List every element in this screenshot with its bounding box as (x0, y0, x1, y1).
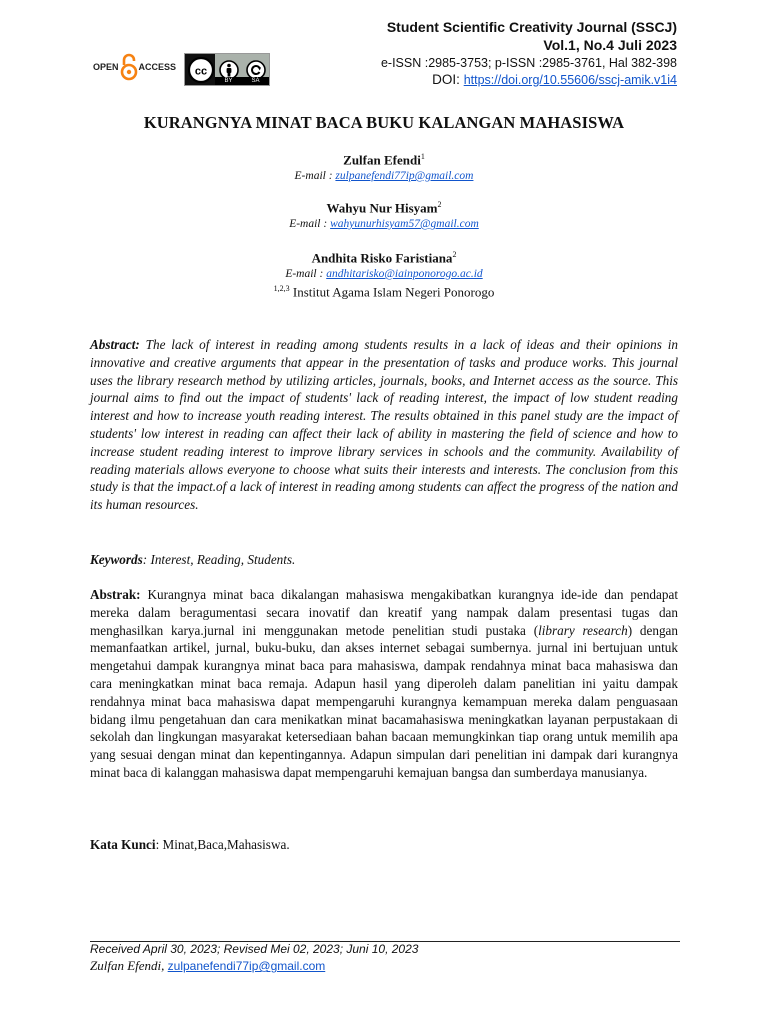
affiliation-text: Institut Agama Islam Negeri Ponorogo (289, 284, 495, 300)
kata-kunci (90, 836, 678, 854)
creative-commons-badge (184, 53, 270, 86)
author-email (0, 268, 768, 280)
author-sup: 2 (437, 200, 442, 209)
author-name (0, 250, 768, 266)
abstrak-italic: library research (538, 622, 628, 638)
kata-kunci-label: Kata Kunci (90, 837, 156, 852)
author-email-link[interactable]: andhitarisko@iainponorogo.ac.id (326, 268, 483, 280)
author-sup: 1 (420, 152, 425, 161)
svg-text:cc: cc (194, 65, 208, 77)
footer-email-link[interactable]: zulpanefendi77ip@gmail.com (167, 959, 326, 973)
doi-label: DOI: (432, 72, 460, 87)
author-name-text: Zulfan Efendi (343, 152, 421, 168)
footer-author (90, 958, 325, 974)
open-access-right-text: ACCESS (138, 62, 177, 72)
abstrak-text-part1: Kurangnya minat baca dikalangan mahasiswa mengakibatkan kurangnya ide-ide dan pendapat mereka dalam beragumentasi secara inovatif dan kreatif yang nampak dalam presentasi tugas dan menghasilkan karya.jurnal ini menggunakan metode penelitian studi pustaka ( (90, 587, 678, 638)
footer-author-name: Zulfan Efendi, (90, 958, 168, 973)
journal-doi (432, 71, 677, 89)
author-email (0, 170, 768, 182)
cc-by-label: BY (224, 78, 233, 84)
author-email-link[interactable]: zulpanefendi77ip@gmail.com (335, 170, 474, 182)
affiliation-sup: 1,2,3 (273, 284, 290, 293)
received-dates: Received April 30, 2023; Revised Mei 02, 2023; Juni 10, 2023 (90, 942, 419, 956)
author-name (0, 152, 768, 168)
abstract-indonesian (90, 586, 678, 782)
abstract-text: The lack of interest in reading among students results in a lack of ideas and their opinions in innovative and creative arguments that appear in the presentation of tasks and produce works. This journal uses the library research method by utilizing articles, journals, books, and Internet access as the source. This journal aims to find out the impact of students' lack of reading interest, the impact of low student reading interest and how to increase youth reading interest. The results obtained in this panel study are the impact of students' low interest in reading can affect their lack of ability in mastering the field of science and how to increase student reading interest to improve library services in schools and the community. Availability of reading materials allows everyone to choose what suits their interests and interests. The conclusion from this study is that the impact.of a lack of interest in reading among students can affect the progress of the nation and its human resources. (90, 337, 678, 513)
abstract-english (90, 336, 678, 514)
email-prefix: E-mail : (285, 268, 324, 280)
author-sup: 2 (452, 250, 457, 259)
email-prefix: E-mail : (294, 170, 333, 182)
paper-title: KURANGNYA MINAT BACA BUKU KALANGAN MAHASISWA (143, 113, 625, 132)
abstrak-label: Abstrak: (90, 587, 141, 602)
author-email (0, 218, 768, 230)
cc-sa-label: SA (251, 78, 260, 84)
author-name-text: Wahyu Nur Hisyam (326, 200, 438, 216)
doi-link[interactable]: https://doi.org/10.55606/sscj-amik.v1i4 (463, 73, 677, 87)
abstrak-text-part2: ) dengan memanfaatkan artikel, jurnal, buku-buku, dan akses internet sebagai sumbernya. jurnal ini bertujuan untuk mengetahui dampak kurangnya minat baca para mahasiswa, dampak rendahnya minat baca mahasiswa dan cara meningkatkan minat baca remaja. Adapun hasil yang diperoleh dalam panelitian ini yaitu dampak rendahnya minat baca mahasiswa dapat mempengaruhi kurangnya kemampuan mereka dalam penguasaan bidang ilmu pengetahuan dan cara menikatkan minat bacamahasiswa meningkatkan layanan perpustakaan di sekolah dan lingkungan masyarakat ketersediaan bahan bacaan memungkinkan tiap orang untuk memilih apa yang sesuai dengan minat dan kepentingannya. Adapun simpulan dari penelitian ini dampak dari kurangnya minat baca di kalanggan mahasiswa dapat mempengaruhi kemajuan bangsa dan sumberdaya manusianya. (90, 622, 678, 780)
open-access-logo (93, 53, 176, 81)
journal-title: Student Scientific Creativity Journal (SSCJ) (386, 19, 677, 35)
kata-kunci-text: : Minat,Baca,Mahasiswa. (155, 837, 290, 852)
journal-volume: Vol.1, No.4 Juli 2023 (543, 37, 677, 53)
email-prefix: E-mail : (289, 218, 328, 230)
open-lock-icon (120, 53, 138, 81)
abstract-label: Abstract: (90, 337, 140, 352)
author-name-text: Andhita Risko Faristiana (311, 250, 453, 266)
open-access-left-text: OPEN (93, 62, 119, 72)
keywords-label: Keywords (90, 552, 143, 567)
journal-issn: e-ISSN :2985-3753; p-ISSN :2985-3761, Hal 382-398 (380, 56, 677, 70)
keywords-text: : Interest, Reading, Students. (142, 552, 296, 567)
author-name (0, 200, 768, 216)
author-email-link[interactable]: wahyunurhisyam57@gmail.com (330, 218, 479, 230)
keywords (90, 551, 678, 569)
affiliation (0, 284, 768, 300)
cc-icon (187, 56, 215, 84)
